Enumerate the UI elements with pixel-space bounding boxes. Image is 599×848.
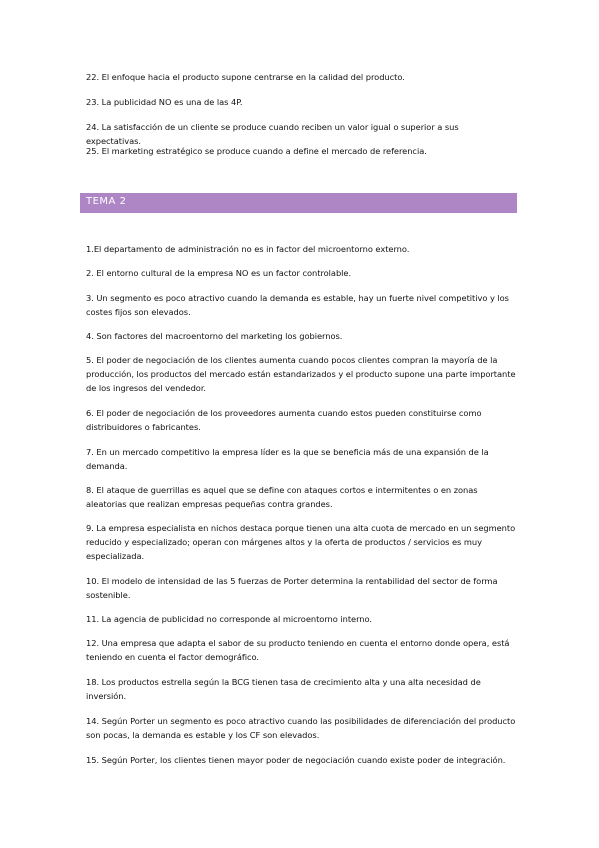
question-3: 3. Un segmento es poco atractivo cuando la demanda es estable, hay un fuerte nivel competitivo y los costes fijos son elevados. [86, 293, 509, 317]
question-15: 15. Según Porter, los clientes tienen mayor poder de negociación cuando existe poder de integración. [86, 755, 506, 765]
question-6: 6. El poder de negociación de los proveedores aumenta cuando estos pueden constituirse como distribuidores o fabricantes. [86, 408, 482, 432]
question-1: 1.El departamento de administración no es in factor del microentorno externo. [86, 244, 410, 254]
question-23: 23. La publicidad NO es una de las 4P. [86, 97, 243, 107]
question-25: 25. El marketing estratégico se produce cuando a define el mercado de referencia. [86, 146, 427, 156]
question-14: 14. Según Porter un segmento es poco atractivo cuando las posibilidades de diferenciación del producto son pocas, la demanda es estable y los CF son elevados. [86, 716, 516, 740]
question-11: 11. La agencia de publicidad no corresponde al microentorno interno. [86, 614, 372, 624]
question-2: 2. El entorno cultural de la empresa NO es un factor controlable. [86, 268, 352, 278]
section-title: TEMA 2 [86, 196, 127, 207]
section-header [80, 193, 517, 213]
question-24: 24. La satisfacción de un cliente se produce cuando reciben un valor igual o superior a sus expectativas. [86, 122, 459, 146]
question-8: 8. El ataque de guerrillas es aquel que se define con ataques cortos e intermitentes o en zonas aleatorias que realizan empresas pequeñas contra grandes. [86, 485, 478, 509]
question-4: 4. Son factores del macroentorno del marketing los gobiernos. [86, 331, 343, 341]
question-10: 10. El modelo de intensidad de las 5 fuerzas de Porter determina la rentabilidad del sector de forma sostenible. [86, 576, 498, 600]
question-22: 22. El enfoque hacia el producto supone centrarse en la calidad del producto. [86, 72, 405, 82]
question-12: 12. Una empresa que adapta el sabor de su producto teniendo en cuenta el entorno donde opera, está teniendo en cuenta el factor demográfico. [86, 638, 510, 662]
question-18: 18. Los productos estrella según la BCG tienen tasa de crecimiento alta y una alta necesidad de inversión. [86, 677, 481, 701]
question-7: 7. En un mercado competitivo la empresa líder es la que se beneficia más de una expansión de la demanda. [86, 447, 489, 471]
question-5: 5. El poder de negociación de los clientes aumenta cuando pocos clientes compran la mayoría de la producción, los productos del mercado están estandarizados y el producto supone una parte importante de los ingresos del vendedor. [86, 355, 516, 393]
question-9: 9. La empresa especialista en nichos destaca porque tienen una alta cuota de mercado en un segmento reducido y especializado; operan con márgenes altos y la oferta de productos / servicios es muy especializada. [86, 523, 516, 561]
